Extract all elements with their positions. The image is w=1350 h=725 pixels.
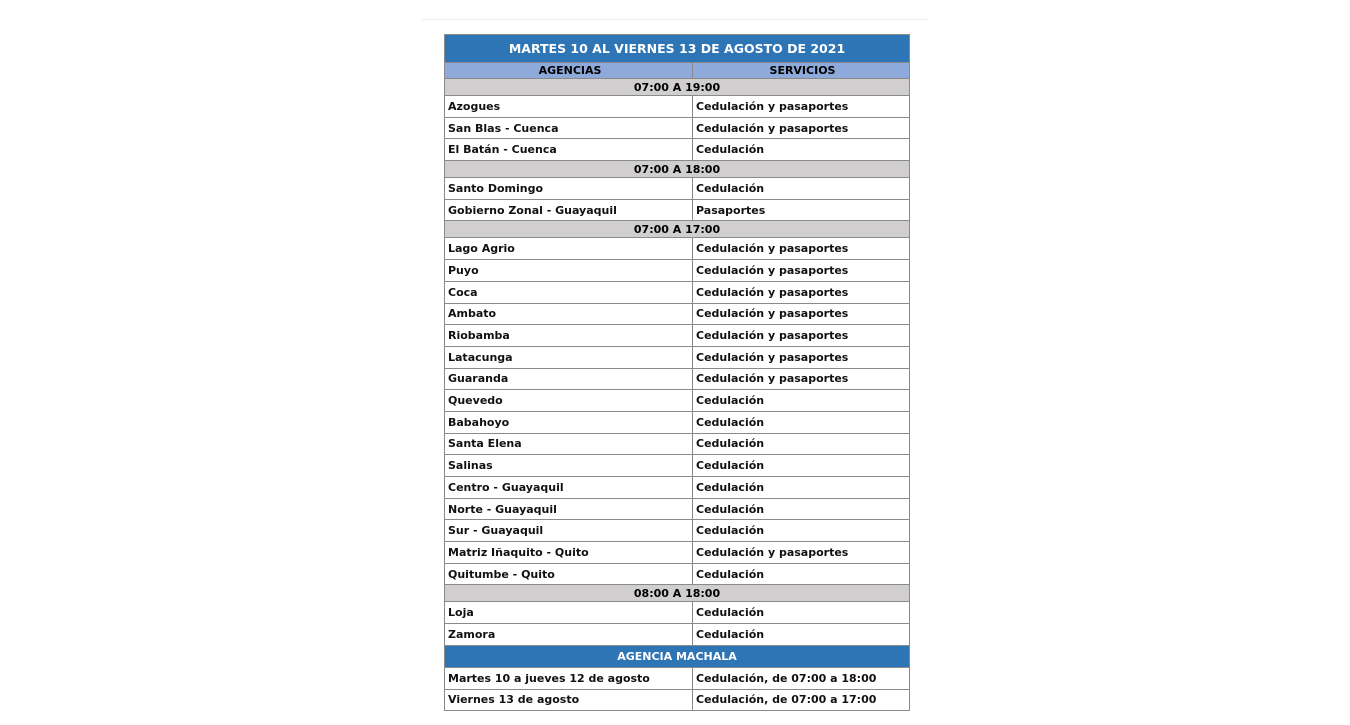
hours-band: 07:00 A 19:00	[445, 78, 909, 95]
service-cell: Cedulación y pasaportes	[696, 350, 849, 364]
agency-cell: Gobierno Zonal - Guayaquil	[445, 200, 693, 221]
agency-cell: Azogues	[445, 96, 693, 117]
table-row	[445, 498, 909, 520]
service-cell: Cedulación, de 07:00 a 17:00	[696, 693, 877, 707]
service-cell: Cedulación y pasaportes	[696, 285, 849, 299]
machala-band: AGENCIA MACHALA	[445, 645, 909, 667]
agency-cell: Riobamba	[445, 325, 693, 346]
table-row	[445, 303, 909, 325]
table-row	[445, 199, 909, 221]
table-row	[445, 368, 909, 390]
column-header-servicios: SERVICIOS	[769, 64, 836, 77]
agency-cell: Zamora	[445, 624, 693, 645]
agency-cell: Latacunga	[445, 347, 693, 368]
service-cell: Cedulación y pasaportes	[696, 263, 849, 277]
table-row	[445, 623, 909, 645]
service-cell: Cedulación y pasaportes	[696, 99, 849, 113]
table-row	[445, 138, 909, 160]
agency-cell: Santa Elena	[445, 434, 693, 455]
column-header-agencias: AGENCIAS	[445, 63, 693, 78]
service-cell: Cedulación y pasaportes	[696, 307, 849, 321]
service-cell: Cedulación	[696, 437, 765, 451]
hours-band: 08:00 A 18:00	[445, 584, 909, 601]
table-row	[445, 177, 909, 199]
table-title: MARTES 10 AL VIERNES 13 DE AGOSTO DE 2021	[445, 35, 909, 62]
agency-cell: Centro - Guayaquil	[445, 477, 693, 498]
agency-cell: Puyo	[445, 260, 693, 281]
table-row	[445, 95, 909, 117]
machala-row	[445, 667, 909, 689]
table-row	[445, 346, 909, 368]
agency-cell: San Blas - Cuenca	[445, 118, 693, 139]
table-header	[445, 62, 909, 78]
agency-cell: Matriz Iñaquito - Quito	[445, 542, 693, 563]
agency-cell: Martes 10 a jueves 12 de agosto	[445, 668, 693, 689]
table-row	[445, 237, 909, 259]
hours-band: 07:00 A 18:00	[445, 160, 909, 177]
table-row	[445, 411, 909, 433]
agency-cell: Quitumbe - Quito	[445, 564, 693, 585]
machala-row	[445, 689, 909, 711]
agency-cell: Lago Agrio	[445, 238, 693, 259]
table-row	[445, 324, 909, 346]
service-cell: Cedulación	[696, 606, 765, 620]
service-cell: Cedulación	[696, 181, 765, 195]
service-cell: Cedulación, de 07:00 a 18:00	[696, 671, 877, 685]
service-cell: Cedulación	[696, 524, 765, 538]
service-cell: Cedulación	[696, 459, 765, 473]
agency-cell: Santo Domingo	[445, 178, 693, 199]
agency-cell: Ambato	[445, 304, 693, 325]
agency-cell: Coca	[445, 282, 693, 303]
agency-cell: El Batán - Cuenca	[445, 139, 693, 160]
service-cell: Cedulación y pasaportes	[696, 545, 849, 559]
agency-cell: Salinas	[445, 455, 693, 476]
agency-cell: Viernes 13 de agosto	[445, 690, 693, 711]
table-row	[445, 433, 909, 455]
service-cell: Cedulación	[696, 480, 765, 494]
service-cell: Cedulación y pasaportes	[696, 242, 849, 256]
table-row	[445, 519, 909, 541]
table-row	[445, 454, 909, 476]
table-row	[445, 563, 909, 585]
service-cell: Cedulación y pasaportes	[696, 372, 849, 386]
service-cell: Cedulación	[696, 627, 765, 641]
table-row	[445, 601, 909, 623]
schedule-table	[444, 34, 910, 711]
service-cell: Cedulación y pasaportes	[696, 329, 849, 343]
agency-cell: Guaranda	[445, 369, 693, 390]
service-cell: Cedulación	[696, 394, 765, 408]
table-row	[445, 541, 909, 563]
service-cell: Pasaportes	[696, 203, 766, 217]
table-row	[445, 281, 909, 303]
agency-cell: Babahoyo	[445, 412, 693, 433]
agency-cell: Quevedo	[445, 390, 693, 411]
service-cell: Cedulación	[696, 143, 765, 157]
service-cell: Cedulación	[696, 502, 765, 516]
hours-band: 07:00 A 17:00	[445, 220, 909, 237]
agency-cell: Loja	[445, 602, 693, 623]
agency-cell: Norte - Guayaquil	[445, 499, 693, 520]
top-divider	[422, 19, 928, 20]
table-row	[445, 476, 909, 498]
service-cell: Cedulación y pasaportes	[696, 121, 849, 135]
service-cell: Cedulación	[696, 415, 765, 429]
table-row	[445, 389, 909, 411]
table-row	[445, 259, 909, 281]
agency-cell: Sur - Guayaquil	[445, 520, 693, 541]
table-row	[445, 117, 909, 139]
service-cell: Cedulación	[696, 567, 765, 581]
